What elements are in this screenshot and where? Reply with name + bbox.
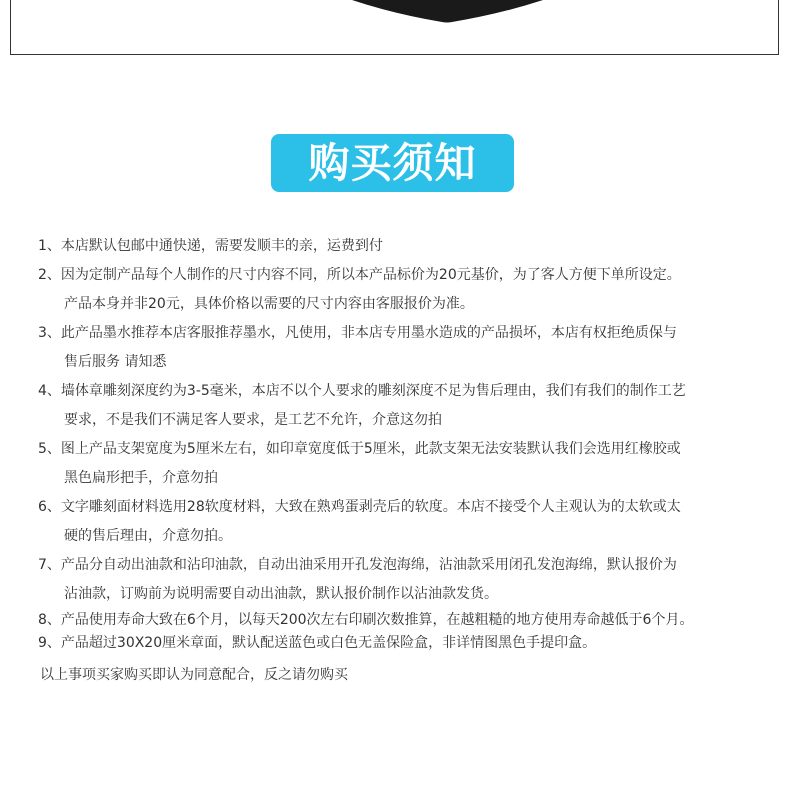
purchase-notice-title: 购买须知 — [308, 138, 477, 187]
rule-line: 8、产品使用寿命大致在6个月，以每天200次左右印刷次数推算，在越粗糙的地方使用寿命越低于6个月。 — [38, 612, 694, 628]
purchase-rules-list — [38, 232, 768, 655]
rule-line: 1、本店默认包邮中通快递，需要发顺丰的亲，运费到付 — [38, 238, 383, 254]
rule-item — [38, 435, 768, 493]
rule-line: 2、因为定制产品每个人制作的尺寸内容不同，所以本产品标价为20元基价，为了客人方便下单所设定。 — [38, 267, 681, 283]
purchase-notice-badge — [271, 134, 514, 192]
rule-item — [38, 377, 768, 435]
rule-line-continued: 沾油款，订购前为说明需要自动出油款，默认报价制作以沾油款发货。 — [64, 586, 498, 602]
rule-item — [38, 319, 768, 377]
product-base-shape — [352, 0, 543, 23]
rule-line: 7、产品分自动出油款和沾印油款，自动出油采用开孔发泡海绵，沾油款采用闭孔发泡海绵，默认报价为 — [38, 557, 677, 573]
rule-line-continued: 黑色扁形把手，介意勿拍 — [64, 470, 218, 486]
rule-line: 5、图上产品支架宽度为5厘米左右，如印章宽度低于5厘米，此款支架无法安装默认我们会选用红橡胶或 — [38, 441, 681, 457]
rule-item — [38, 609, 768, 632]
rule-line-continued: 要求，不是我们不满足客人要求，是工艺不允许，介意这勿拍 — [64, 412, 442, 428]
closing-note: 以上事项买家购买即认为同意配合，反之请勿购买 — [40, 667, 348, 683]
rule-line: 9、产品超过30X20厘米章面，默认配送蓝色或白色无盖保险盒，非详情图黑色手提印盒。 — [38, 635, 597, 651]
rule-line: 3、此产品墨水推荐本店客服推荐墨水，凡使用，非本店专用墨水造成的产品损坏，本店有权拒绝质保与 — [38, 325, 677, 341]
rule-item — [38, 232, 768, 261]
rule-item — [38, 551, 768, 609]
rule-item — [38, 261, 768, 319]
product-image-bottom — [0, 0, 790, 24]
rule-item — [38, 493, 768, 551]
rule-line: 4、墙体章雕刻深度约为3-5毫米，本店不以个人要求的雕刻深度不足为售后理由，我们有我们的制作工艺 — [38, 383, 686, 399]
rule-line: 6、文字雕刻面材料选用28软度材料，大致在熟鸡蛋剥壳后的软度。本店不接受个人主观认为的太软或太 — [38, 499, 681, 515]
rule-item — [38, 632, 768, 655]
rule-line-continued: 产品本身并非20元，具体价格以需要的尺寸内容由客服报价为准。 — [64, 296, 474, 312]
rule-line-continued: 硬的售后理由，介意勿拍。 — [64, 528, 232, 544]
rule-line-continued: 售后服务 请知悉 — [64, 354, 167, 370]
